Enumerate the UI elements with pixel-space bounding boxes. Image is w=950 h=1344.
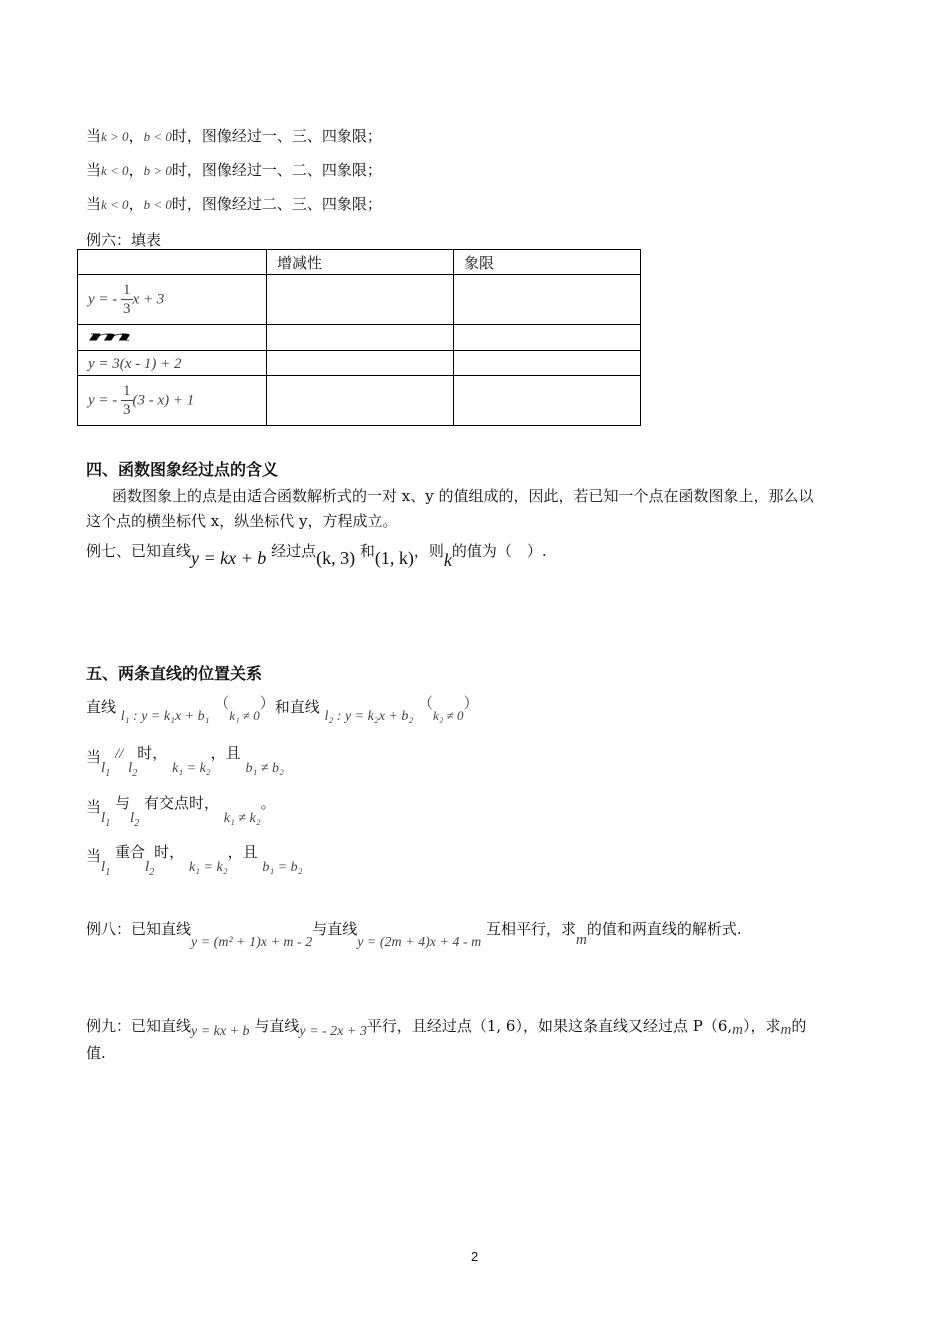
table-cell-function bbox=[78, 376, 267, 426]
table-cell-empty[interactable] bbox=[267, 275, 454, 325]
fraction-den: 3 bbox=[123, 301, 131, 317]
math-m: m bbox=[576, 932, 587, 948]
math-k: k < 0 bbox=[101, 163, 129, 178]
math-l2: l₂ : y = k₂x + b₂ bbox=[324, 709, 414, 724]
text: 当 bbox=[86, 798, 102, 816]
table-row bbox=[78, 275, 641, 325]
math-k-neq: k₁ ≠ k₂ bbox=[223, 811, 261, 826]
table-row bbox=[78, 325, 641, 351]
math-b-eq: b₁ = b₂ bbox=[262, 860, 303, 875]
text: 时， bbox=[137, 744, 168, 762]
example6-label: 例六：填表 bbox=[86, 231, 162, 249]
text: 时，图像经过一、二、四象限； bbox=[171, 161, 382, 179]
fraction-num: 1 bbox=[123, 282, 131, 298]
table-cell-empty[interactable] bbox=[454, 325, 641, 351]
text: 与直线 bbox=[312, 920, 358, 938]
text: 当 bbox=[86, 748, 102, 766]
math-k: k < 0 bbox=[101, 197, 129, 212]
math-k-eq: k₁ = k₂ bbox=[172, 761, 211, 776]
math-garbled: m bbox=[88, 327, 133, 344]
text: 与直线 bbox=[254, 1017, 300, 1035]
section5-title: 五、两条直线的位置关系 bbox=[86, 664, 263, 683]
math-lhs: y = - bbox=[88, 392, 122, 409]
text: 时，图像经过一、三、四象限； bbox=[171, 127, 382, 145]
table-cell-empty[interactable] bbox=[267, 351, 454, 376]
table-cell-function bbox=[78, 275, 267, 325]
section4-title: 四、函数图象经过点的含义 bbox=[86, 460, 279, 479]
text: 当 bbox=[86, 161, 102, 179]
math-eq1: y = (m² + 1)x + m - 2 bbox=[191, 935, 313, 950]
math-b: b < 0 bbox=[143, 129, 172, 144]
page-number: 2 bbox=[471, 1249, 479, 1264]
text: 经过点 bbox=[271, 542, 317, 560]
example8 bbox=[86, 918, 742, 950]
text: 和直线 bbox=[274, 698, 320, 716]
text: 时，图像经过二、三、四象限； bbox=[171, 195, 382, 213]
math-eq2: y = (2m + 4)x + 4 - m bbox=[357, 935, 482, 950]
math-m: m bbox=[732, 1022, 743, 1038]
text: ，且 bbox=[227, 843, 258, 861]
table-header-cell: 象限 bbox=[454, 250, 641, 275]
math-cond: k₁ ≠ 0 bbox=[229, 708, 260, 723]
math-b: b < 0 bbox=[143, 197, 172, 212]
math-b-neq: b₁ ≠ b₂ bbox=[245, 761, 284, 776]
parallel-condition: 当$l_1 // l_2$时， k₁ = k₂，且 b₁ ≠ b₂ bbox=[86, 744, 284, 779]
text: 当 bbox=[86, 195, 102, 213]
fraction-num: 1 bbox=[123, 383, 131, 399]
fraction bbox=[121, 382, 133, 419]
table-cell-empty[interactable] bbox=[267, 376, 454, 426]
text: 例七、已知直线 bbox=[86, 542, 192, 560]
text: 有交点时， bbox=[143, 794, 219, 812]
math-eq1: y = kx + b bbox=[191, 1024, 250, 1039]
text: 的值为（ ）. bbox=[451, 542, 547, 560]
table-cell-function bbox=[78, 351, 267, 376]
math-rhs: x + 3 bbox=[132, 291, 165, 308]
section4-para1: 函数图象上的点是由适合函数解析式的一对 x、y 的值组成的，因此，若已知一个点在函数图象上，那么以 bbox=[112, 487, 814, 505]
math-b: b > 0 bbox=[143, 163, 172, 178]
fraction-den: 3 bbox=[123, 402, 131, 418]
text: 直线 bbox=[86, 698, 117, 716]
text: 重合 bbox=[114, 843, 145, 861]
math-cond: k₂ ≠ 0 bbox=[433, 708, 464, 723]
table-header-row bbox=[78, 250, 641, 275]
math-rhs: (3 - x) + 1 bbox=[132, 392, 195, 409]
text: 当 bbox=[86, 847, 102, 865]
example9 bbox=[86, 1015, 807, 1039]
math-point: (k, 3) bbox=[316, 548, 356, 568]
math-eq2: y = - 2x + 3 bbox=[299, 1024, 367, 1039]
text: 和 bbox=[359, 542, 375, 560]
text: 平行，且经过点（1, 6），如果这条直线又经过点 P（6, bbox=[366, 1017, 733, 1035]
text: 时， bbox=[154, 843, 185, 861]
fraction bbox=[121, 281, 133, 318]
text: 例九：已知直线 bbox=[86, 1017, 192, 1035]
table-header-cell bbox=[78, 250, 267, 275]
table-row bbox=[78, 376, 641, 426]
text: 。 bbox=[260, 794, 276, 812]
table-cell-function bbox=[78, 325, 267, 351]
table-cell-empty[interactable] bbox=[267, 325, 454, 351]
table-row bbox=[78, 351, 641, 376]
section5-line-def: 直线 l₁ : y = k₁x + b₁ （k₁ ≠ 0）和直线 l₂ : y = k₂x + b₂ （k₂ ≠ 0） bbox=[86, 696, 479, 724]
text: 的值和两直线的解析式. bbox=[586, 920, 742, 938]
section4-para2: 这个点的横坐标代 x，纵坐标代 y，方程成立。 bbox=[86, 512, 398, 530]
math-expr: y = 3(x - 1) + 2 bbox=[88, 355, 182, 372]
math-eq: y = kx + b bbox=[191, 548, 267, 568]
table-cell-empty[interactable] bbox=[454, 376, 641, 426]
math-k: k > 0 bbox=[101, 129, 129, 144]
fill-table bbox=[77, 249, 641, 426]
example9-line2: 值. bbox=[86, 1044, 106, 1062]
text: ），求 bbox=[743, 1017, 781, 1035]
table-cell-empty[interactable] bbox=[454, 275, 641, 325]
coincide-condition: 当$l_1$ 重合$l_2$时， k₁ = k₂，且 b₁ = b₂ bbox=[86, 843, 303, 878]
table-cell-empty[interactable] bbox=[454, 351, 641, 376]
text: 当 bbox=[86, 127, 102, 145]
math-lhs: y = - bbox=[88, 291, 122, 308]
text: ，且 bbox=[210, 744, 241, 762]
math-k: k bbox=[443, 550, 452, 570]
text: 的 bbox=[791, 1017, 807, 1035]
condition-line-2: 当k < 0，b > 0时，图像经过一、二、四象限； bbox=[86, 161, 382, 179]
condition-line-3: 当k < 0，b < 0时，图像经过二、三、四象限； bbox=[86, 195, 382, 213]
math-parallel: // bbox=[114, 746, 124, 762]
math-point: (1, k) bbox=[374, 548, 414, 568]
text: 互相平行，求 bbox=[485, 920, 576, 938]
condition-line-1: 当k > 0，b < 0时，图像经过一、三、四象限； bbox=[86, 127, 382, 145]
text: 与 bbox=[114, 794, 130, 812]
math-m: m bbox=[780, 1022, 792, 1038]
math-k-eq: k₁ = k₂ bbox=[188, 860, 228, 875]
math-l1: l₁ : y = k₁x + b₁ bbox=[120, 709, 210, 724]
intersect-condition: 当$l_1$ 与$l_2$ 有交点时， k₁ ≠ k₂。 bbox=[86, 794, 276, 829]
example7 bbox=[86, 540, 547, 570]
table-header-cell: 增减性 bbox=[267, 250, 454, 275]
text: ，则 bbox=[413, 542, 444, 560]
text: 例八：已知直线 bbox=[86, 920, 192, 938]
